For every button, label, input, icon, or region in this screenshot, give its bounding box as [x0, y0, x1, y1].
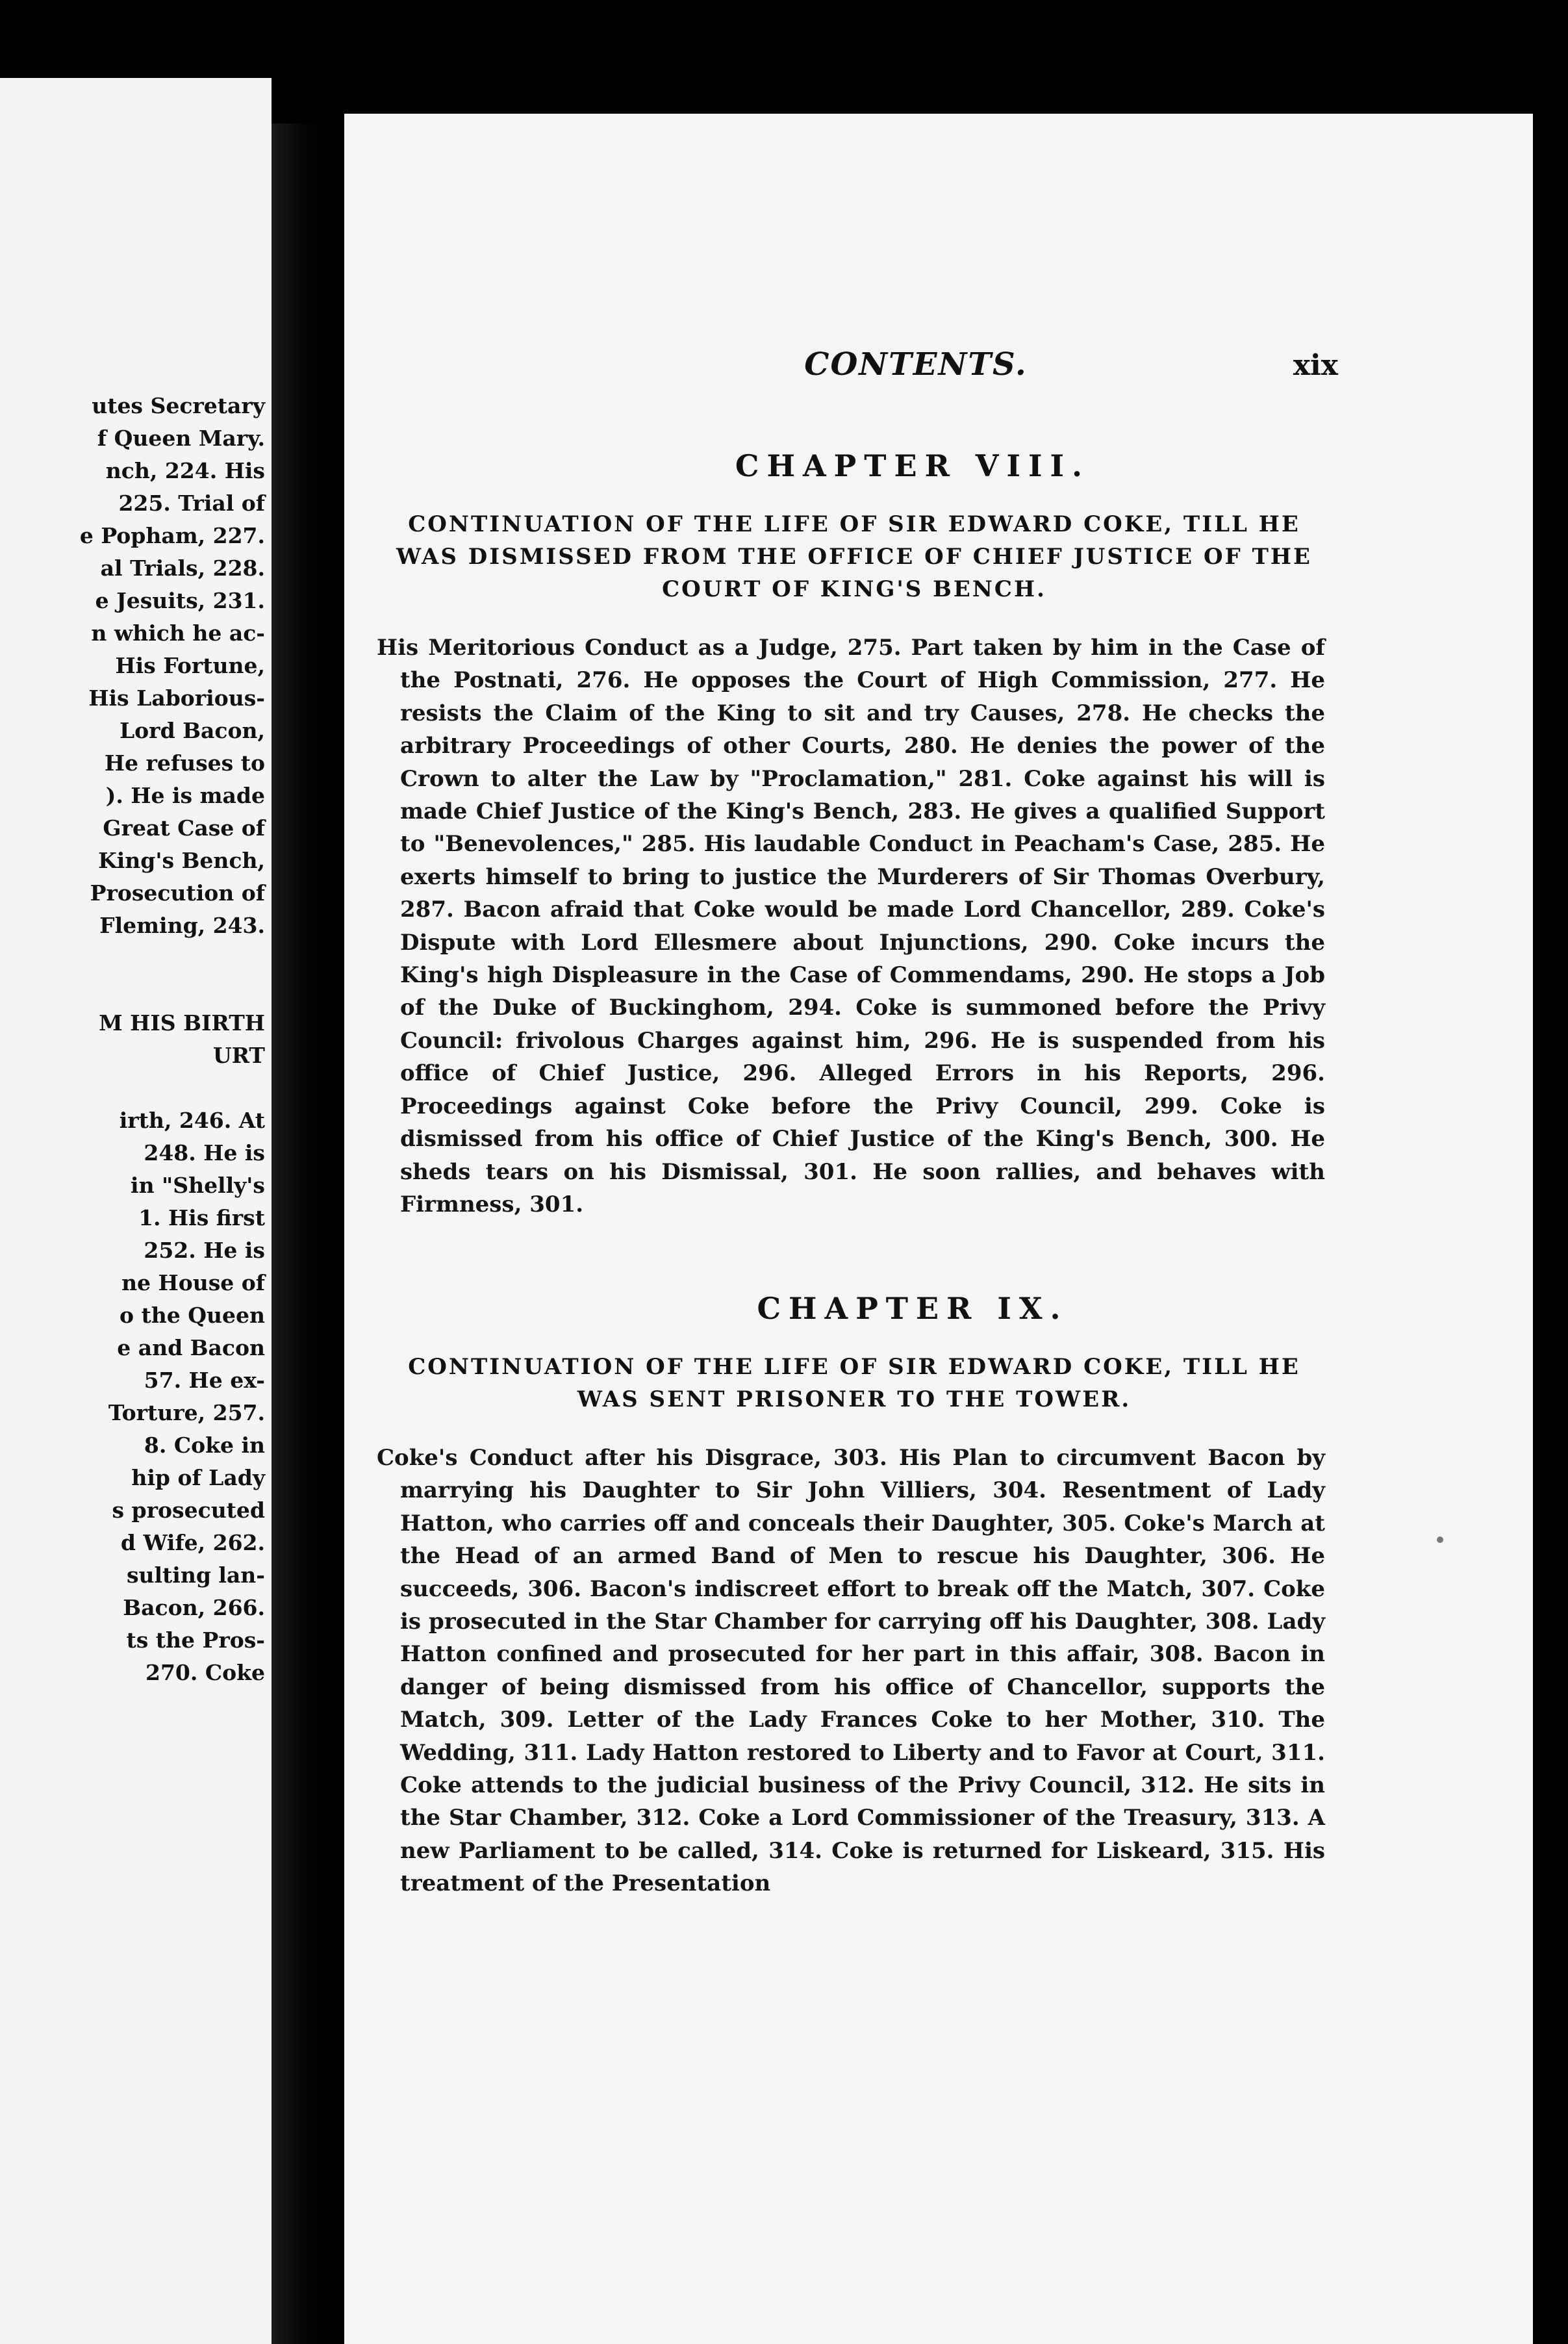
left-page-line: n which he ac- [91, 620, 265, 646]
running-title: CONTENTS. [804, 346, 1028, 383]
left-page-line: ne House of [121, 1270, 265, 1295]
left-page-line: 248. He is [144, 1140, 265, 1166]
left-page-line: 1. His first [138, 1205, 265, 1230]
left-page-line: in "Shelly's [131, 1173, 265, 1198]
left-page-line: He refuses to [104, 750, 265, 776]
chapter-synopsis: His Meritorious Conduct as a Judge, 275. Part taken by him in the Case of the Postnati, 276. He opposes the Court of High Commission, 277. He resists the Claim of the King to sit and try Causes, 278. He checks the arbitrary Proceedings of other Courts, 280. He denies the power of the Crown to alter the Law by "Proclamation," 281. Coke against his will is made Chief Justice of the King's Bench, 283. He gives a qualified Support to "Benevolences," 285. His laudable Conduct in Peacham's Case, 285. He exerts himself to bring to justice the Murderers of Sir Thomas Overbury, 287. Bacon afraid that Coke would be made Lord Chancellor, 289. Coke's Dispute with Lord Ellesmere about Injunctions, 290. Coke incurs the King's high Displeasure in the Case of Commendams, 290. He stops a Job of the Duke of Buckinghom, 294. Coke is summoned before the Privy Council: frivolous Charges against him, 296. He is suspended from his office of Chief Justice, 296. Alleged Errors in his Reports, 296. Proceedings against Coke before the Privy Council, 299. Coke is dismissed from his office of Chief Justice of the King's Bench, 300. He sheds tears on his Dismissal, 301. He soon rallies, and behaves with Firmness, 301. [377, 635, 1325, 1217]
chapter-viii [344, 448, 1533, 1221]
left-page-line: sulting lan- [126, 1562, 265, 1588]
left-page-line: URT [212, 1043, 265, 1068]
left-page-line: o the Queen [120, 1303, 265, 1328]
left-page-line: nch, 224. His [105, 458, 265, 483]
left-page-line: e Jesuits, 231. [95, 588, 265, 613]
left-page-line: 57. He ex- [144, 1368, 265, 1393]
chapter-ix [344, 1291, 1533, 1900]
left-page-line: e Popham, 227. [79, 523, 265, 548]
chapter-heading: CHAPTER VIII. [735, 448, 1091, 483]
left-page-line: Prosecution of [90, 880, 265, 906]
left-facing-page [0, 78, 272, 2344]
chapter-heading: CHAPTER IX. [757, 1291, 1069, 1326]
scan-speck [1437, 1536, 1443, 1543]
chapter-synopsis: Coke's Conduct after his Disgrace, 303. His Plan to circumvent Bacon by marrying his Daughter to Sir John Villiers, 304. Resentment of Lady Hatton, who carries off and conceals their Daughter, 305. Coke's March at the Head of an armed Band of Men to rescue his Daughter, 306. He succeeds, 306. Bacon's indiscreet effort to break off the Match, 307. Coke is prosecuted in the Star Chamber for carrying off his Daughter, 308. Lady Hatton confined and prosecuted for her part in this affair, 308. Bacon in danger of being dismissed from his office of Chancellor, supports the Match, 309. Letter of the Lady Frances Coke to her Mother, 310. The Wedding, 311. Lady Hatton restored to Liberty and to Favor at Court, 311. Coke attends to the judicial business of the Privy Council, 312. He sits in the Star Chamber, 312. Coke a Lord Commissioner of the Treasury, 313. A new Parliament to be called, 314. Coke is returned for Liskeard, 315. His treatment of the Presentation [377, 1445, 1325, 1897]
left-page-line: hip of Lady [131, 1465, 265, 1490]
book-gutter [272, 123, 323, 2344]
left-page-line: Bacon, 266. [123, 1595, 265, 1620]
left-page-line: e and Bacon [117, 1335, 265, 1360]
left-page-line: s prosecuted [112, 1497, 265, 1523]
left-page-line: His Laborious- [88, 685, 265, 711]
left-page-line: al Trials, 228. [100, 555, 265, 581]
left-page-line: 252. He is [144, 1238, 265, 1263]
left-page-line: d Wife, 262. [120, 1530, 265, 1555]
left-page-line: His Fortune, [115, 653, 265, 678]
left-page-line: Lord Bacon, [119, 718, 265, 743]
left-page-line: Fleming, 243. [99, 913, 265, 938]
left-page-line: 8. Coke in [144, 1433, 265, 1458]
page-number: xix [1293, 349, 1338, 382]
running-head [344, 346, 1533, 385]
left-page-line: King's Bench, [98, 848, 265, 873]
left-page-line: M HIS BIRTH [99, 1010, 265, 1036]
chapter-subtitle: CONTINUATION OF THE LIFE OF SIR EDWARD COKE, TILL HE WAS DISMISSED FROM THE OFFICE OF CHIEF JUSTICE OF THE COURT OF KING'S BENCH. [396, 511, 1312, 602]
left-page-line: ). He is made [105, 783, 265, 808]
left-page-line: utes Secretary [92, 393, 265, 418]
left-page-line: 225. Trial of [118, 490, 265, 516]
left-page-line: ts the Pros- [126, 1627, 265, 1653]
left-page-line: irth, 246. At [119, 1108, 265, 1133]
chapter-subtitle: CONTINUATION OF THE LIFE OF SIR EDWARD COKE, TILL HE WAS SENT PRISONER TO THE TOWER. [408, 1354, 1300, 1412]
left-page-line: f Queen Mary. [97, 426, 265, 451]
contents-page [344, 114, 1533, 2344]
left-page-line: 270. Coke [145, 1660, 265, 1685]
left-page-line: Great Case of [103, 815, 265, 841]
left-page-line: Torture, 257. [108, 1400, 265, 1425]
